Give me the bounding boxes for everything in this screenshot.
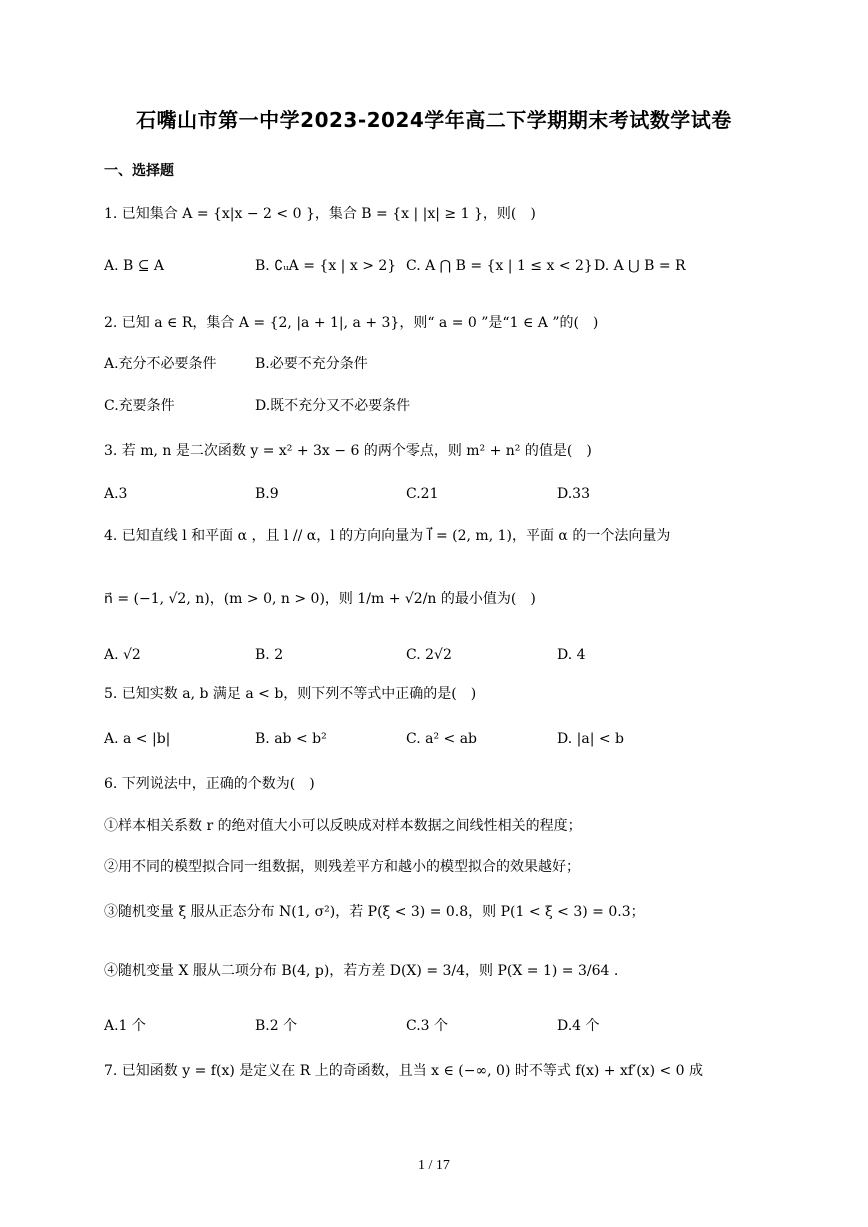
question-1-option-d: D. A ⋃ B = R xyxy=(594,258,686,274)
question-5-stem: 5. 已知实数 a, b 满足 a < b，则下列不等式中正确的是( ) xyxy=(104,686,477,702)
question-3-option-c: C.21 xyxy=(406,486,439,502)
question-6-option-d: D.4 个 xyxy=(557,1018,600,1034)
question-2-option-a: A.充分不必要条件 xyxy=(104,356,217,372)
question-1-option-a: A. B ⊆ A xyxy=(104,258,165,274)
question-5-option-b: B. ab < b² xyxy=(255,731,327,747)
question-1-option-b: B. ∁ᵤA = {x | x > 2} xyxy=(255,258,397,274)
question-6-option-c: C.3 个 xyxy=(406,1018,449,1034)
question-4-option-b: B. 2 xyxy=(255,647,284,663)
question-2-stem: 2. 已知 a ∈ R，集合 A = {2, |a + 1|, a + 3}，则“ a = 0 ”是“1 ∈ A ”的( ) xyxy=(104,315,599,331)
question-6-stem: 6. 下列说法中，正确的个数为( ) xyxy=(104,776,315,792)
question-6-option-b: B.2 个 xyxy=(255,1018,298,1034)
question-4-stem: 4. 已知直线 l 和平面 α ，且 l // α，l 的方向向量为 l⃗ = (2, m, 1)，平面 α 的一个法向量为 xyxy=(104,528,671,544)
section-heading: 一、选择题 xyxy=(104,163,174,179)
question-4-stem-continued: n⃗ = (−1, √2, n)，(m > 0, n > 0)，则 1/m + √2/n 的最小值为( ) xyxy=(104,591,536,607)
question-3-option-d: D.33 xyxy=(557,486,590,502)
question-4-option-a: A. √2 xyxy=(104,647,141,663)
question-5-option-d: D. |a| < b xyxy=(557,731,624,747)
question-5-option-a: A. a < |b| xyxy=(104,731,171,747)
question-1-option-c: C. A ⋂ B = {x | 1 ≤ x < 2} xyxy=(406,258,593,274)
question-4-option-d: D. 4 xyxy=(557,647,586,663)
question-3-option-b: B.9 xyxy=(255,486,279,502)
question-6-option-a: A.1 个 xyxy=(104,1018,146,1034)
question-6-statement-1: ①样本相关系数 r 的绝对值大小可以反映成对样本数据之间线性相关的程度； xyxy=(104,818,582,834)
question-1-stem: 1. 已知集合 A = {x|x − 2 < 0 }，集合 B = {x | |x| ≥ 1 }，则( ) xyxy=(104,206,536,222)
question-2-option-d: D.既不充分又不必要条件 xyxy=(255,398,411,414)
question-7-stem: 7. 已知函数 y = f(x) 是定义在 R 上的奇函数，且当 x ∈ (−∞, 0) 时不等式 f(x) + xf′(x) < 0 成 xyxy=(104,1063,704,1079)
question-6-statement-2: ②用不同的模型拟合同一组数据，则残差平方和越小的模型拟合的效果越好； xyxy=(104,859,580,875)
question-3-stem: 3. 若 m, n 是二次函数 y = x² + 3x − 6 的两个零点，则 m² + n² 的值是( ) xyxy=(104,443,592,459)
question-6-statement-4: ④随机变量 X 服从二项分布 B(4, p)，若方差 D(X) = 3/4，则 P(X = 1) = 3/64 . xyxy=(104,963,619,979)
page-number: 1 / 17 xyxy=(418,1158,450,1173)
question-4-option-c: C. 2√2 xyxy=(406,647,452,663)
question-6-statement-3: ③随机变量 ξ 服从正态分布 N(1, σ²)，若 P(ξ < 3) = 0.8，则 P(1 < ξ < 3) = 0.3； xyxy=(104,904,645,920)
question-2-option-b: B.必要不充分条件 xyxy=(255,356,368,372)
question-3-option-a: A.3 xyxy=(104,486,128,502)
page-title: 石嘴山市第一中学2023-2024学年高二下学期期末考试数学试卷 xyxy=(136,108,732,132)
question-2-option-c: C.充要条件 xyxy=(104,398,175,414)
question-5-option-c: C. a² < ab xyxy=(406,731,478,747)
